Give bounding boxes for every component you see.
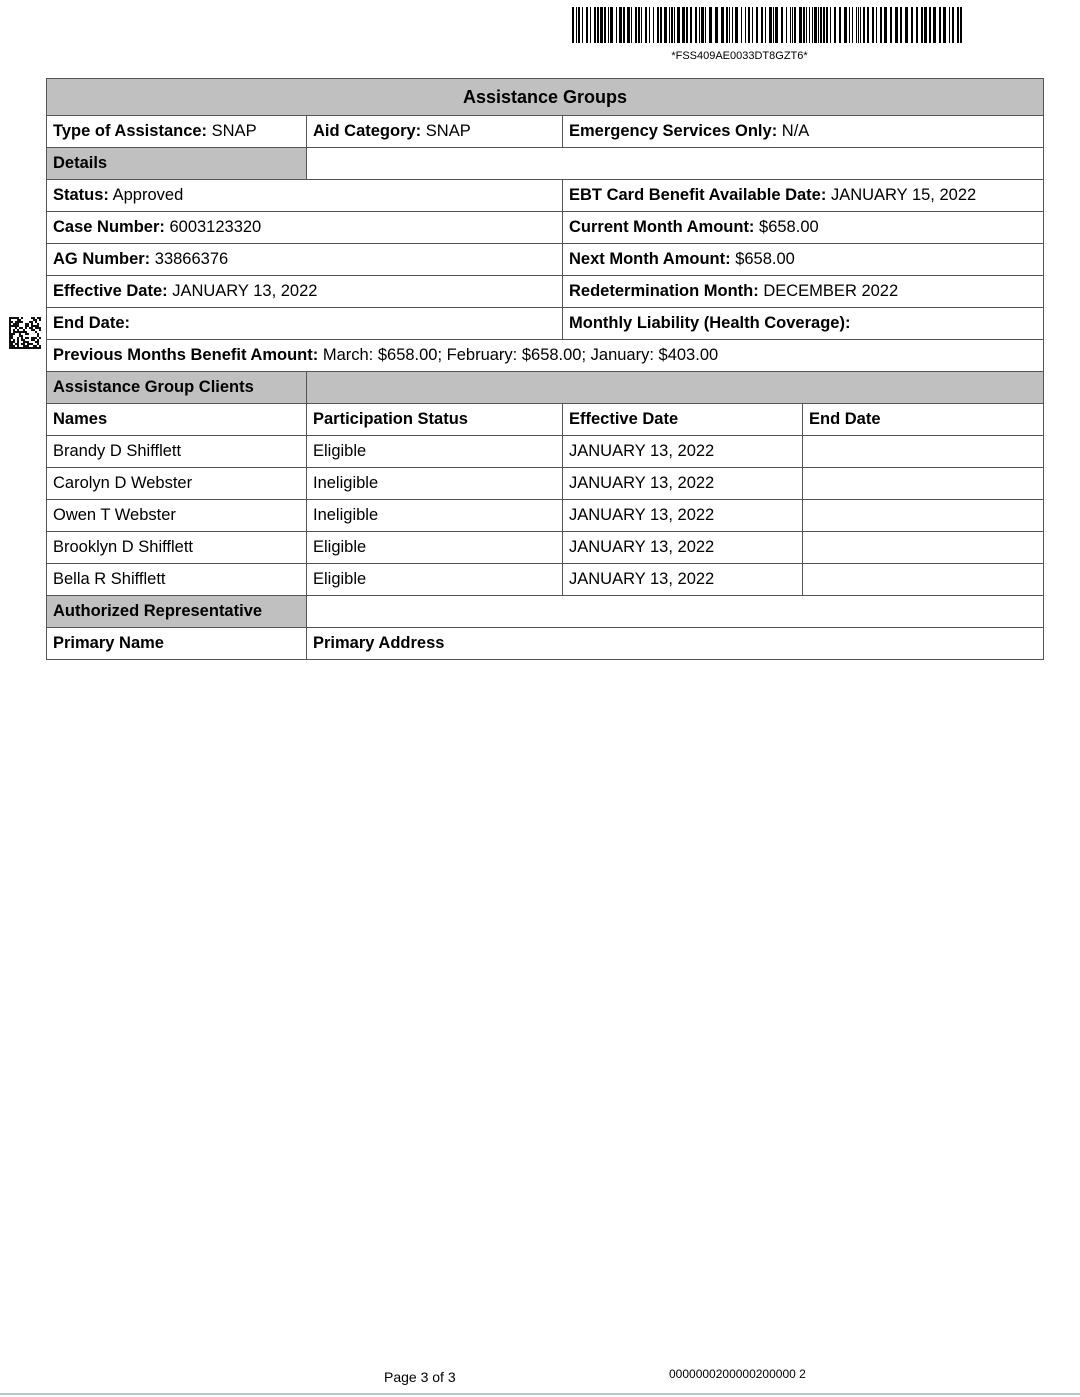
assistance-groups-table	[46, 78, 1044, 660]
details-heading-blank	[307, 148, 1044, 180]
client-name: Owen T Webster	[47, 500, 307, 532]
barcode	[572, 7, 962, 43]
client-status: Eligible	[307, 564, 563, 596]
column-header: Primary Name	[47, 628, 307, 660]
client-name: Carolyn D Webster	[47, 468, 307, 500]
authorized-rep-heading-blank	[307, 596, 1044, 628]
emergency-services-only: Emergency Services Only: N/A	[563, 116, 1044, 148]
table-row	[47, 468, 1044, 500]
client-status: Eligible	[307, 436, 563, 468]
status: Status: Approved	[47, 180, 563, 212]
type-of-assistance: Type of Assistance: SNAP	[47, 116, 307, 148]
end-date: End Date:	[47, 308, 563, 340]
case-number: Case Number: 6003123320	[47, 212, 563, 244]
authorized-rep-heading: Authorized Representative	[47, 596, 307, 628]
column-header: Participation Status	[307, 404, 563, 436]
client-name: Brandy D Shifflett	[47, 436, 307, 468]
client-effective-date: JANUARY 13, 2022	[563, 564, 803, 596]
client-effective-date: JANUARY 13, 2022	[563, 468, 803, 500]
client-effective-date: JANUARY 13, 2022	[563, 436, 803, 468]
table-row	[47, 500, 1044, 532]
client-name: Brooklyn D Shifflett	[47, 532, 307, 564]
client-status: Eligible	[307, 532, 563, 564]
next-month-amount: Next Month Amount: $658.00	[563, 244, 1044, 276]
client-end-date	[803, 436, 1044, 468]
table-row	[47, 532, 1044, 564]
aid-category: Aid Category: SNAP	[307, 116, 563, 148]
table-row	[47, 564, 1044, 596]
table-row	[47, 436, 1044, 468]
previous-months-benefit: Previous Months Benefit Amount: March: $658.00; February: $658.00; January: $403.00	[47, 340, 1044, 372]
qr-code-icon	[9, 317, 41, 349]
clients-heading-fill	[307, 372, 1044, 404]
bottom-divider	[0, 1393, 1080, 1395]
ebt-available-date: EBT Card Benefit Available Date: JANUARY 15, 2022	[563, 180, 1044, 212]
client-end-date	[803, 500, 1044, 532]
client-end-date	[803, 532, 1044, 564]
client-status: Ineligible	[307, 500, 563, 532]
effective-date: Effective Date: JANUARY 13, 2022	[47, 276, 563, 308]
details-heading: Details	[47, 148, 307, 180]
redetermination-month: Redetermination Month: DECEMBER 2022	[563, 276, 1044, 308]
page-number: Page 3 of 3	[384, 1369, 456, 1385]
client-name: Bella R Shifflett	[47, 564, 307, 596]
current-month-amount: Current Month Amount: $658.00	[563, 212, 1044, 244]
client-end-date	[803, 468, 1044, 500]
clients-heading: Assistance Group Clients	[47, 372, 307, 404]
monthly-liability: Monthly Liability (Health Coverage):	[563, 308, 1044, 340]
client-effective-date: JANUARY 13, 2022	[563, 532, 803, 564]
client-status: Ineligible	[307, 468, 563, 500]
client-effective-date: JANUARY 13, 2022	[563, 500, 803, 532]
document-code: 0000000200000200000 2	[669, 1367, 806, 1381]
column-header: End Date	[803, 404, 1044, 436]
column-header: Primary Address	[307, 628, 1044, 660]
column-header: Effective Date	[563, 404, 803, 436]
barcode-text: *FSS409AE0033DT8GZT6*	[671, 50, 808, 62]
ag-number: AG Number: 33866376	[47, 244, 563, 276]
column-header: Names	[47, 404, 307, 436]
section-title: Assistance Groups	[47, 79, 1044, 116]
client-end-date	[803, 564, 1044, 596]
